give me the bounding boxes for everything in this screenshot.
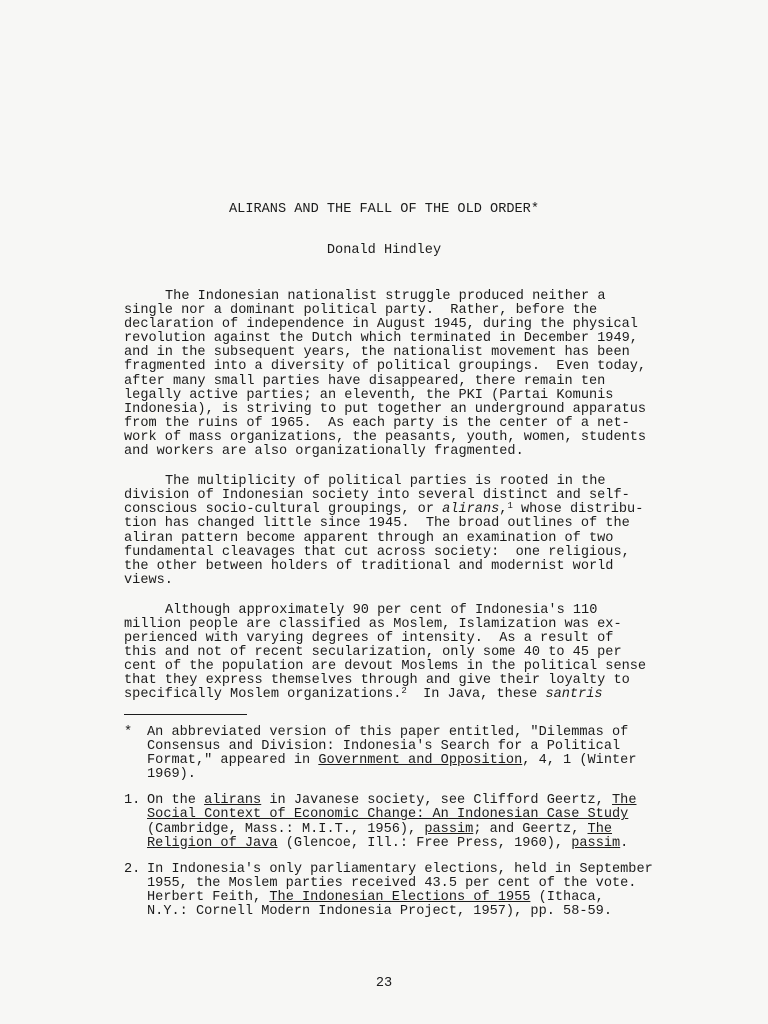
text-line: tion has changed little since 1945. The broad outlines of the [124,516,630,532]
author-name: Donald Hindley [326,243,442,258]
text-line: Although approximately 90 per cent of Indonesia's 110 [165,602,598,618]
book-title: The Indonesian Elections of 1955 [269,889,531,905]
emphasized-term: santris [545,687,603,703]
text-line: N.Y.: Cornell Modern Indonesia Project, 1957), pp. 58-59. [147,904,612,920]
footnote-text [147,794,654,850]
paragraph-1 [124,290,654,459]
footnote-ref-2: 2 [401,686,407,697]
underlined-term: passim [424,821,474,837]
page-number: 23 [375,976,393,991]
text-line: The multiplicity of political parties is rooted in the [165,474,606,490]
text-line: from the ruins of 1965. As each party is the center of a net- [124,415,630,431]
text-line: fundamental cleavages that cut across society: one religious, [124,544,630,560]
text-run: Herbert Feith, [147,889,270,905]
underlined-term: alirans [204,793,262,809]
body-text [124,290,654,719]
text-line: The Indonesian nationalist struggle produced neither a [165,289,606,304]
text-line: legally active parties; an eleventh, the PKI (Partai Komunis [124,387,614,403]
text-line: that they express themselves through and give their loyalty to [124,673,630,689]
journal-title: Government and Opposition [318,753,523,769]
text-line: work of mass organizations, the peasants, youth, women, students [124,429,647,445]
text-run: , 4, 1 (Winter [522,753,637,769]
emphasized-term: alirans [442,502,500,518]
footnote-mark: 1. [124,793,141,809]
text-run: Format," appeared in [147,753,319,769]
text-line: and in the subsequent years, the nationalist movement has been [124,345,630,361]
text-line [147,837,654,851]
footnotes [124,726,654,931]
text-line: 1969). [147,767,196,783]
text-line: after many small parties have disappeared, there remain ten [124,373,606,389]
text-line [147,823,654,837]
footnote-ref-1: 1 [507,501,513,512]
footnote-text [147,726,654,782]
text-line [124,503,654,517]
text-line [147,891,654,905]
text-run: (Cambridge, Mass.: M.I.T., 1956), [147,821,425,837]
text-run: On the [147,793,205,809]
text-run: ; and Geertz, [473,821,588,837]
text-line [147,794,654,808]
text-line: An abbreviated version of this paper entitled, "Dilemmas of [147,725,629,740]
book-title: Religion of Java [147,835,278,851]
footnote-mark: 2. [124,861,141,877]
book-title: The [587,821,613,837]
text-line [124,688,654,702]
footnote-mark: * [124,725,133,740]
text-line: this and not of recent secularization, only some 40 to 45 per [124,645,622,661]
text-run: In Java, these [406,687,546,703]
text-run: , [499,502,508,518]
footnote-2 [124,863,654,919]
text-line: revolution against the Dutch which terminated in December 1949, [124,331,638,347]
text-run: specifically Moslem organizations. [124,687,402,703]
paragraph-2 [124,475,654,588]
text-run: (Glencoe, Ill.: Free Press, 1960), [277,835,572,851]
underlined-term: passim [571,835,621,851]
footnote-star [124,726,654,782]
text-run: conscious socio-cultural groupings, or [124,502,443,518]
text-line: views. [124,572,173,588]
text-line: 1955, the Moslem parties received 43.5 per cent of the vote. [147,875,637,891]
text-line: In Indonesia's only parliamentary elections, held in September [147,861,653,877]
text-line: cent of the population are devout Moslems in the political sense [124,659,647,675]
text-line: aliran pattern become apparent through an examination of two [124,530,614,546]
paragraph-3 [124,604,654,703]
book-title: The [612,793,637,809]
text-run: (Ithaca, [530,889,604,905]
text-run: in Javanese society, see Clifford Geertz, [261,793,612,809]
text-line [147,754,654,768]
book-title: Social Context of Economic Change: An Indonesian Case Study [147,807,629,823]
footnote-divider [124,714,247,715]
text-line: million people are classified as Moslem, Islamization was ex- [124,616,622,632]
text-line: declaration of independence in August 1945, during the physical [124,317,638,333]
text-line: perienced with varying degrees of intensity. As a result of [124,631,614,647]
text-run: whose distribu- [512,502,644,518]
text-line: and workers are also organizationally fragmented. [124,444,524,460]
text-line: single nor a dominant political party. Rather, before the [124,303,598,319]
text-line: Consensus and Division: Indonesia's Search for a Political [147,739,621,755]
text-line: Indonesia), is striving to put together an underground apparatus [124,401,647,417]
footnote-text [147,863,654,919]
text-line: the other between holders of traditional and modernist world [124,558,614,574]
text-line: division of Indonesian society into several distinct and self- [124,488,630,504]
article-title: ALIRANS AND THE FALL OF THE OLD ORDER* [229,202,539,217]
text-line: fragmented into a diversity of political groupings. Even today, [124,359,647,375]
footnote-1 [124,794,654,850]
text-run: . [620,835,629,851]
